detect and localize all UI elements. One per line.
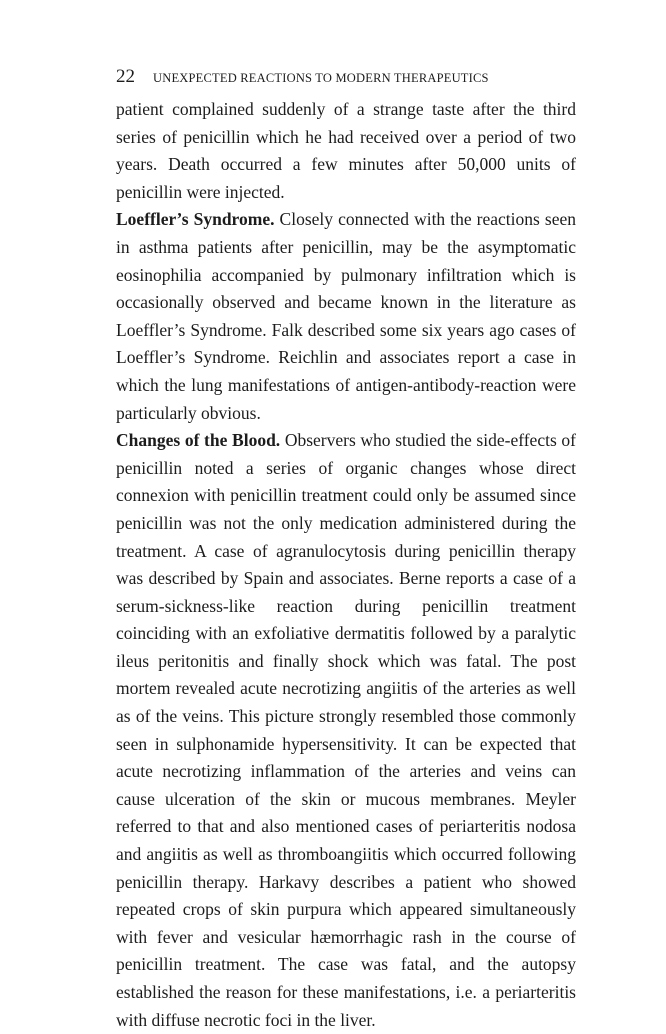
section-heading-changes-of-the-blood: Changes of the Blood. [116, 430, 281, 451]
paragraph-text: patient complained suddenly of a strange taste after the third series of penicillin which he had received over a period of two years. Death occurred a few minutes after 50,000 units of penicillin were injected. [116, 99, 576, 202]
paragraph-loefflers-syndrome [116, 206, 576, 427]
body-text [116, 96, 576, 1034]
page-number: 22 [116, 66, 135, 87]
paragraph-continuation [116, 96, 576, 206]
paragraph-text: Observers who studied the side-effects of penicillin noted a series of organic changes whose direct connexion with penicillin treatment could only be assumed since penicillin was not the only medication administered during the treatment. A case of agranulocytosis during penicillin therapy was described by Spain and associates. Berne reports a case of a serum-sickness-like reaction during penicillin treatment coinciding with an exfoliative dermatitis followed by a paralytic ileus peritonitis and finally shock which was fatal. The post mortem revealed acute necrotizing angiitis of the arteries as well as of the veins. This picture strongly resembled those commonly seen in sulphonamide hypersensitivity. It can be expected that acute necrotizing inflammation of the arteries and veins can cause ulceration of the skin or mucous membranes. Meyler referred to that and also mentioned cases of periarteritis nodosa and angiitis as well as thromboangiitis which occurred following penicillin therapy. Harkavy describes a patient who showed repeated crops of skin purpura which appeared simultaneously with fever and vesicular hæmorrhagic rash in the course of penicillin treatment. The case was fatal, and the autopsy established the reason for these manifestations, i.e. a periarteritis with diffuse necrotic foci in the liver. [116, 430, 576, 1030]
book-page [116, 62, 576, 1034]
running-header [116, 62, 576, 92]
paragraph-changes-of-the-blood [116, 427, 576, 1034]
running-title: UNEXPECTED REACTIONS TO MODERN THERAPEUTICS [153, 71, 489, 85]
paragraph-text: Closely connected with the reactions seen in asthma patients after penicillin, may be the asymptomatic eosinophilia accompanied by pulmonary infiltration which is occasionally observed and became known in the literature as Loeffler’s Syndrome. Falk described some six years ago cases of Loeffler’s Syndrome. Reichlin and associates report a case in which the lung manifestations of antigen-antibody-reaction were particularly obvious. [116, 209, 577, 423]
section-heading-loefflers-syndrome: Loeffler’s Syndrome. [116, 209, 275, 230]
